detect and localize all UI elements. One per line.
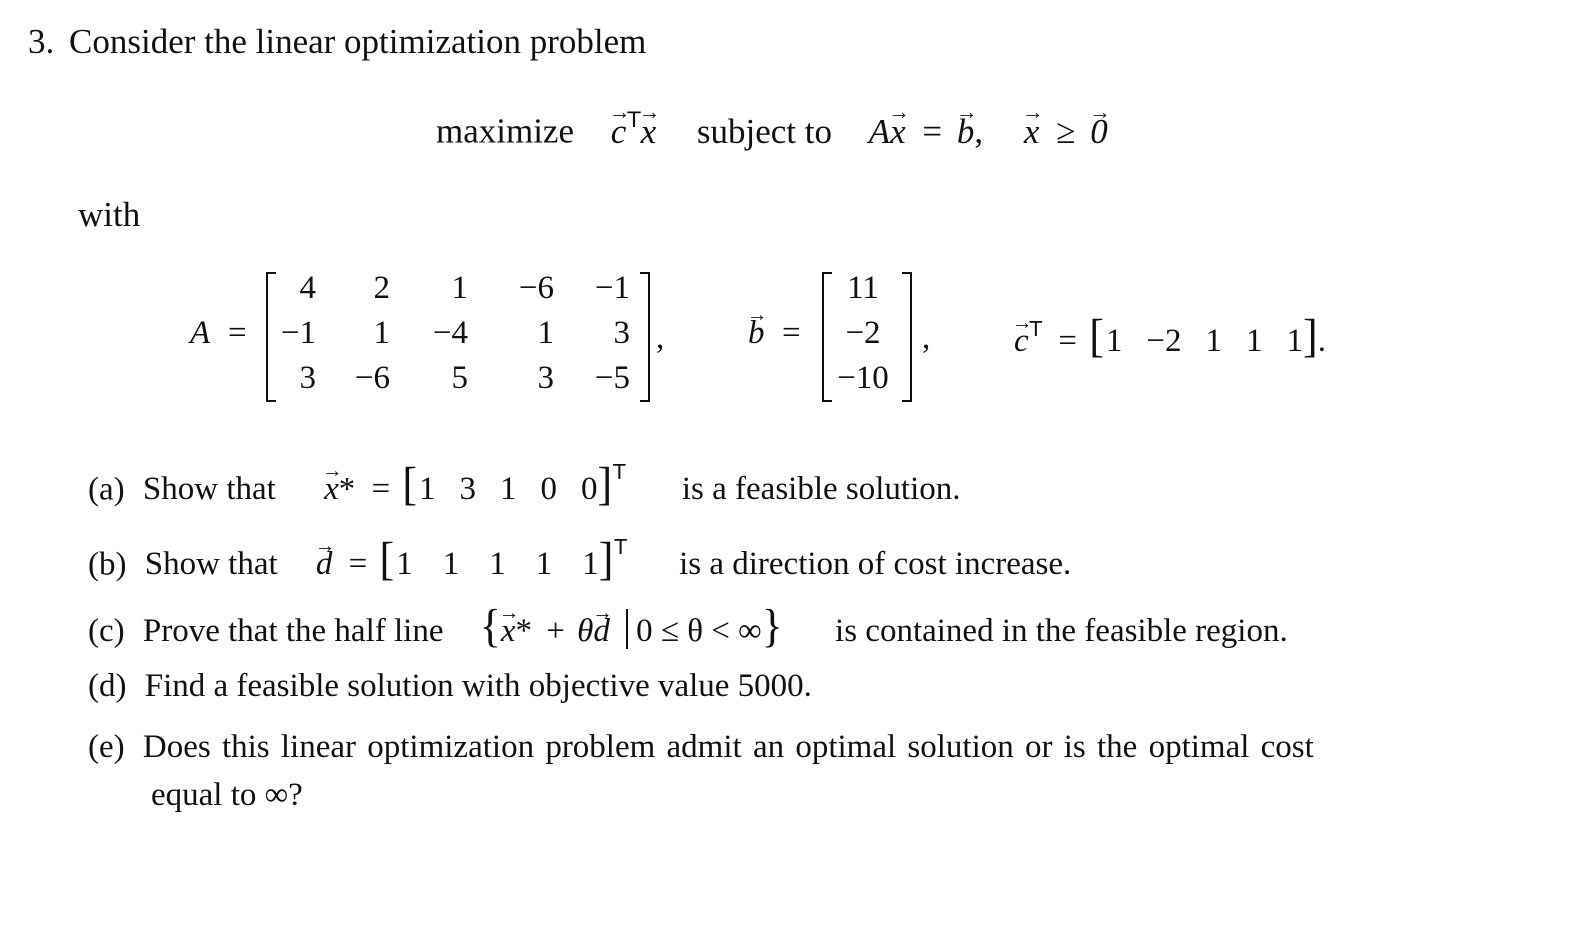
part-a-label: (a) — [88, 471, 125, 508]
part-a-post: is a feasible solution. — [681, 471, 961, 508]
matrix-a-cell: 1 — [537, 315, 554, 351]
part-c-bar — [626, 609, 628, 649]
b-vector: → b — [957, 112, 975, 152]
part-c-left-brace: { — [479, 600, 501, 653]
x-vector-3: → x — [1024, 112, 1040, 152]
objective-line — [436, 108, 1108, 152]
part-c-x: → x — [501, 613, 516, 650]
part-b-right-bracket: ] — [598, 534, 614, 586]
part-d-text: Find a feasible solution with objective value 5000. — [144, 668, 812, 704]
part-b-values — [394, 546, 599, 582]
matrix-a-cell: 3 — [613, 315, 630, 351]
part-d — [88, 668, 812, 705]
part-b-label: (b) — [88, 546, 127, 583]
part-b — [88, 534, 1072, 586]
part-b-transpose: T — [614, 535, 627, 559]
part-d-label: (d) — [88, 668, 127, 704]
part-c-label: (c) — [88, 613, 125, 649]
part-a-right-bracket: ] — [597, 459, 613, 511]
vector-b-cell: −10 — [837, 360, 889, 396]
part-b-entry: 1 — [535, 546, 553, 583]
vector-b-name: → b — [748, 315, 765, 352]
part-a-left-bracket: [ — [402, 459, 417, 511]
matrix-a-name: A — [190, 315, 211, 351]
matrix-a-cell: 1 — [373, 315, 390, 351]
vector-c-entry: 1 — [1205, 323, 1223, 359]
problem-heading — [28, 22, 646, 62]
part-c-cond: 0 ≤ θ < ∞ — [636, 613, 762, 649]
part-b-post: is a direction of cost increase. — [679, 546, 1072, 583]
part-c-plus: + — [546, 613, 565, 649]
vector-b-comma: , — [922, 320, 931, 356]
subject-to-word: subject to — [696, 111, 832, 151]
part-a-entry: 1 — [500, 471, 517, 508]
part-b-pre: Show that — [144, 546, 278, 583]
matrix-a-cell: −6 — [518, 270, 554, 306]
vector-b-cell: −2 — [845, 315, 881, 351]
matrix-a-right-bracket — [640, 272, 650, 402]
vector-b-cell: 11 — [847, 270, 879, 306]
maximize-word: maximize — [436, 111, 575, 151]
part-a-star: * — [338, 471, 356, 508]
problem-intro: Consider the linear optimization problem — [69, 22, 647, 61]
part-b-entry: 1 — [582, 546, 599, 583]
vector-c-entry: −2 — [1146, 323, 1182, 359]
vector-c-period: . — [1317, 323, 1326, 359]
part-e-line1: Does this linear optimization problem admit an optimal solution or is the optimal cost — [142, 729, 1314, 765]
part-e-label: (e) — [88, 729, 125, 765]
part-a-values — [417, 471, 598, 507]
vector-b-right-bracket — [902, 272, 912, 402]
equals-sign: = — [922, 111, 943, 151]
part-a-entry: 0 — [581, 471, 598, 508]
vector-c-entry: 1 — [1105, 323, 1123, 359]
part-a-var: → x — [324, 471, 339, 508]
matrix-a-cell: −4 — [432, 315, 468, 351]
vector-c-expression — [1014, 310, 1326, 363]
matrix-a-cell: −1 — [594, 270, 630, 306]
part-c-theta: θ — [577, 613, 594, 649]
part-b-entry: 1 — [489, 546, 506, 583]
matrix-a-cell: −6 — [354, 360, 390, 396]
vector-c-left-bracket: [ — [1089, 310, 1104, 363]
part-a-pre: Show that — [142, 471, 276, 508]
x-vector-2: → x — [890, 112, 906, 152]
matrix-a-cell: 2 — [373, 270, 390, 306]
c-vector: → c — [611, 112, 627, 152]
part-e — [88, 729, 1314, 766]
part-e-line2: equal to ∞? — [151, 777, 303, 813]
part-b-entry: 1 — [396, 546, 413, 583]
geq-sign: ≥ — [1056, 111, 1076, 151]
part-b-var: → d — [316, 546, 333, 583]
comma: , — [974, 111, 984, 151]
part-a — [88, 459, 961, 511]
part-b-equals: = — [348, 546, 368, 583]
matrix-a-cell: −5 — [594, 360, 630, 396]
part-a-transpose: T — [613, 460, 626, 484]
part-c-d: → d — [593, 613, 610, 650]
part-a-entry: 0 — [540, 471, 557, 508]
matrix-a-equals: = — [228, 315, 247, 351]
zero-vector: → 0 — [1090, 112, 1108, 152]
matrix-a-cell: 3 — [537, 360, 554, 396]
matrix-a-cell: 4 — [299, 270, 316, 306]
vector-c-name: → c — [1014, 323, 1029, 360]
vector-c-right-bracket: ] — [1303, 310, 1318, 363]
matrix-a-comma: , — [656, 320, 665, 356]
part-c — [88, 600, 1288, 653]
problem-number: 3. — [28, 22, 55, 61]
part-c-post: is contained in the feasible region. — [835, 613, 1288, 649]
matrix-a-cell: 3 — [299, 360, 316, 396]
matrix-a-cell: 5 — [451, 360, 468, 396]
part-c-pre: Prove that the half line — [142, 613, 444, 649]
with-label: with — [78, 195, 141, 234]
vector-c-transpose: T — [1029, 317, 1043, 342]
part-a-equals: = — [371, 471, 391, 508]
vector-c-entry: 1 — [1286, 323, 1304, 359]
vector-b-equals: = — [782, 315, 801, 351]
vector-c-body — [1104, 323, 1303, 359]
vector-c-equals: = — [1058, 323, 1078, 359]
part-b-entry: 1 — [442, 546, 460, 583]
transpose-mark: T — [627, 108, 641, 133]
part-c-star: * — [515, 613, 532, 649]
part-a-entry: 3 — [459, 471, 476, 508]
matrix-a-symbol: A — [868, 111, 891, 151]
part-b-left-bracket: [ — [379, 534, 395, 586]
x-vector: → x — [641, 112, 657, 152]
vector-c-entry: 1 — [1246, 323, 1263, 359]
part-a-entry: 1 — [419, 471, 436, 508]
matrix-a-cell: −1 — [280, 315, 316, 351]
part-c-right-brace: } — [761, 600, 783, 653]
matrix-a-cell: 1 — [451, 270, 468, 306]
